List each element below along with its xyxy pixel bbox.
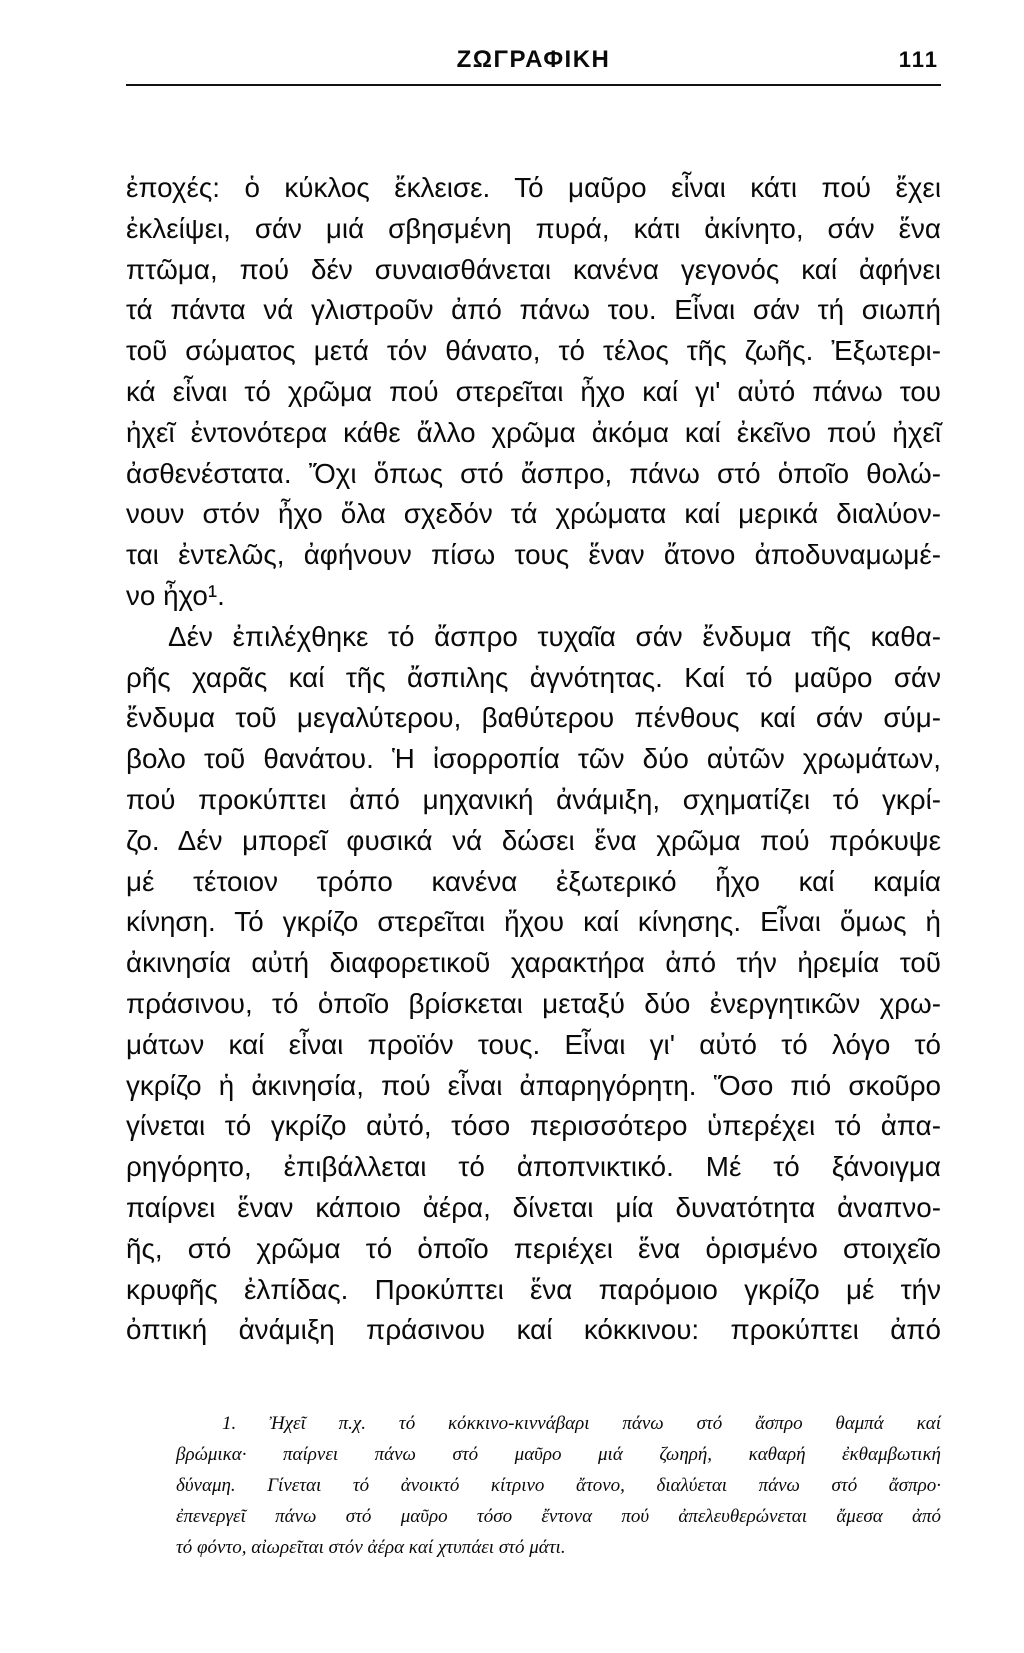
footnote-line: 1. Ἠχεῖ π.χ. τό κόκκινο-κιννάβαρι πάνω στό ἄσπρο θαμπά καί [222, 1413, 941, 1434]
text-line: ἀκινησία αὐτή διαφορετικοῦ χαρακτήρα ἀπό τήν ἠρεμία τοῦ [126, 947, 941, 979]
text-line: γίνεται τό γκρίζο αὐτό, τόσο περισσότερο ὑπερέχει τό ἀπα- [126, 1110, 941, 1142]
text-line: ἀσθενέστατα. Ὄχι ὅπως στό ἄσπρο, πάνω στό ὁποῖο θολώ- [126, 457, 941, 489]
text-line: ὀπτική ἀνάμιξη πράσινου καί κόκκινου: προκύπτει ἀπό [126, 1314, 941, 1346]
footnote-line: τό φόντο, αἰωρεῖται στόν ἀέρα καί χτυπάει στό μάτι. [176, 1537, 566, 1558]
header-rule [126, 84, 941, 86]
text-line: πράσινου, τό ὁποῖο βρίσκεται μεταξύ δύο ἐνεργητικῶν χρω- [126, 987, 941, 1019]
text-line: γκρίζο ἡ ἀκινησία, πού εἶναι ἀπαρηγόρητη. Ὅσο πιό σκοῦρο [126, 1069, 941, 1101]
text-line: ἐκλείψει, σάν μιά σβησμένη πυρά, κάτι ἀκίνητο, σάν ἕνα [126, 212, 941, 244]
text-line: μάτων καί εἶναι προϊόν τους. Εἶναι γι' αὐτό τό λόγο τό [126, 1028, 941, 1060]
footnotes [126, 1408, 941, 1563]
text-line: κίνηση. Τό γκρίζο στερεῖται ἤχου καί κίνησης. Εἶναι ὅμως ἡ [126, 906, 941, 938]
text-line: παίρνει ἕναν κάποιο ἀέρα, δίνεται μία δυνατότητα ἀναπνο- [126, 1191, 941, 1223]
text-line: τά πάντα νά γλιστροῦν ἀπό πάνω του. Εἶναι σάν τή σιωπή [126, 294, 941, 326]
footnote-line: ἐπενεργεῖ πάνω στό μαῦρο τόσο ἔντονα πού ἀπελευθερώνεται ἄμεσα ἀπό [176, 1506, 941, 1527]
text-line: ται ἐντελῶς, ἀφήνουν πίσω τους ἕναν ἄτονο ἀποδυναμωμέ- [126, 539, 941, 571]
page-header [126, 44, 941, 82]
text-line: ῆς, στό χρῶμα τό ὁποῖο περιέχει ἕνα ὁρισμένο στοιχεῖο [126, 1232, 941, 1264]
text-line: ἠχεῖ ἐντονότερα κάθε ἄλλο χρῶμα ἀκόμα καί ἐκεῖνο πού ἠχεῖ [126, 416, 941, 448]
text-line: πού προκύπτει ἀπό μηχανική ἀνάμιξη, σχηματίζει τό γκρί- [126, 783, 941, 815]
text-line: νουν στόν ἦχο ὅλα σχεδόν τά χρώματα καί μερικά διαλύον- [126, 498, 941, 530]
footnote-line: βρώμικα· παίρνει πάνω στό μαῦρο μιά ζωηρή, καθαρή ἐκθαμβωτική [176, 1444, 941, 1465]
text-line: ἔνδυμα τοῦ μεγαλύτερου, βαθύτερου πένθους καί σάν σύμ- [126, 702, 941, 734]
text-line: ρηγόρητο, ἐπιβάλλεται τό ἀποπνικτικό. Μέ τό ξάνοιγμα [126, 1151, 941, 1183]
text-line: νο ἦχο¹. [126, 579, 225, 611]
paragraph-start-line: Δέν ἐπιλέχθηκε τό ἄσπρο τυχαῖα σάν ἔνδυμα τῆς καθα- [168, 620, 941, 652]
text-line: τοῦ σώματος μετά τόν θάνατο, τό τέλος τῆς ζωῆς. Ἐξωτερι- [126, 335, 941, 367]
footnote-line: δύναμη. Γίνεται τό ἀνοικτό κίτρινο ἄτονο, διαλύεται πάνω στό ἄσπρο· [176, 1475, 941, 1496]
text-line: κρυφῆς ἐλπίδας. Προκύπτει ἕνα παρόμοιο γκρίζο μέ τήν [126, 1273, 941, 1305]
text-line: κά εἶναι τό χρῶμα πού στερεῖται ἦχο καί γι' αὐτό πάνω του [126, 375, 941, 407]
running-head: ΖΩΓΡΑΦΙΚΗ [456, 46, 611, 73]
body-text [126, 168, 941, 1351]
text-line: ἐποχές: ὁ κύκλος ἔκλεισε. Τό μαῦρο εἶναι κάτι πού ἔχει [126, 172, 941, 203]
text-line: μέ τέτοιον τρόπο κανένα ἐξωτερικό ἦχο καί καμία [126, 865, 941, 897]
text-line: ζο. Δέν μπορεῖ φυσικά νά δώσει ἕνα χρῶμα πού πρόκυψε [126, 824, 941, 856]
text-line: πτῶμα, πού δέν συναισθάνεται κανένα γεγονός καί ἀφήνει [126, 253, 941, 285]
page-number: 111 [898, 47, 939, 72]
text-line: βολο τοῦ θανάτου. Ἡ ἰσορροπία τῶν δύο αὐτῶν χρωμάτων, [126, 743, 941, 775]
text-line: ρῆς χαρᾶς καί τῆς ἄσπιλης ἁγνότητας. Καί τό μαῦρο σάν [126, 661, 941, 693]
